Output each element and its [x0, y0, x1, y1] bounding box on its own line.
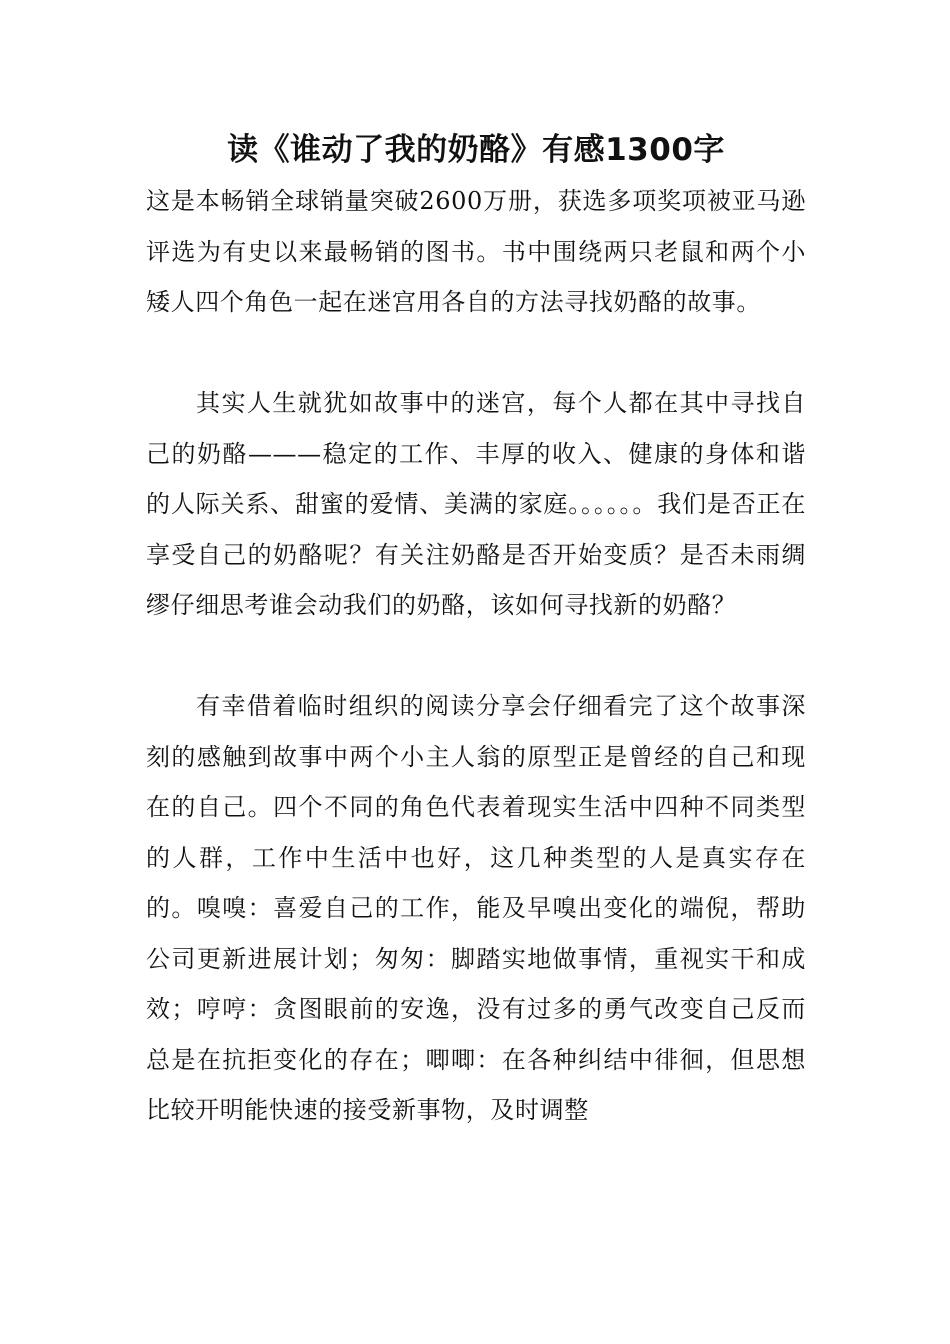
document-title: 读《谁动了我的奶酪》有感1300字: [227, 132, 725, 168]
paragraph-characters: 有幸借着临时组织的阅读分享会仔细看完了这个故事深刻的感触到故事中两个小主人翁的原型正是曾经的自己和现在的自己。四个不同的角色代表着现实生活中四种不同类型的人群，工作中生活中也好，这几种类型的人是真实存在的。嗅嗅：喜爱自己的工作，能及早嗅出变化的端倪，帮助公司更新进展计划；匆匆：脚踏实地做事情，重视实干和成效；哼哼：贪图眼前的安逸，没有过多的勇气改变自己反而总是在抗拒变化的存在；唧唧：在各种纠结中徘徊，但思想比较开明能快速的接受新事物，及时调整: [146, 692, 806, 1124]
document-body: [146, 176, 806, 1136]
paragraph-maze: 其实人生就犹如故事中的迷宫，每个人都在其中寻找自己的奶酪———稳定的工作、丰厚的收入、健康的身体和谐的人际关系、甜蜜的爱情、美满的家庭。。。。。。我们是否正在享受自己的奶酪呢？有关注奶酪是否开始变质？是否未雨绸缪仔细思考谁会动我们的奶酪，该如何寻找新的奶酪？: [146, 389, 806, 619]
paragraph-intro: 这是本畅销全球销量突破2600万册，获选多项奖项被亚马逊评选为有史以来最畅销的图书。书中围绕两只老鼠和两个小矮人四个角色一起在迷宫用各自的方法寻找奶酪的故事。: [146, 187, 806, 316]
